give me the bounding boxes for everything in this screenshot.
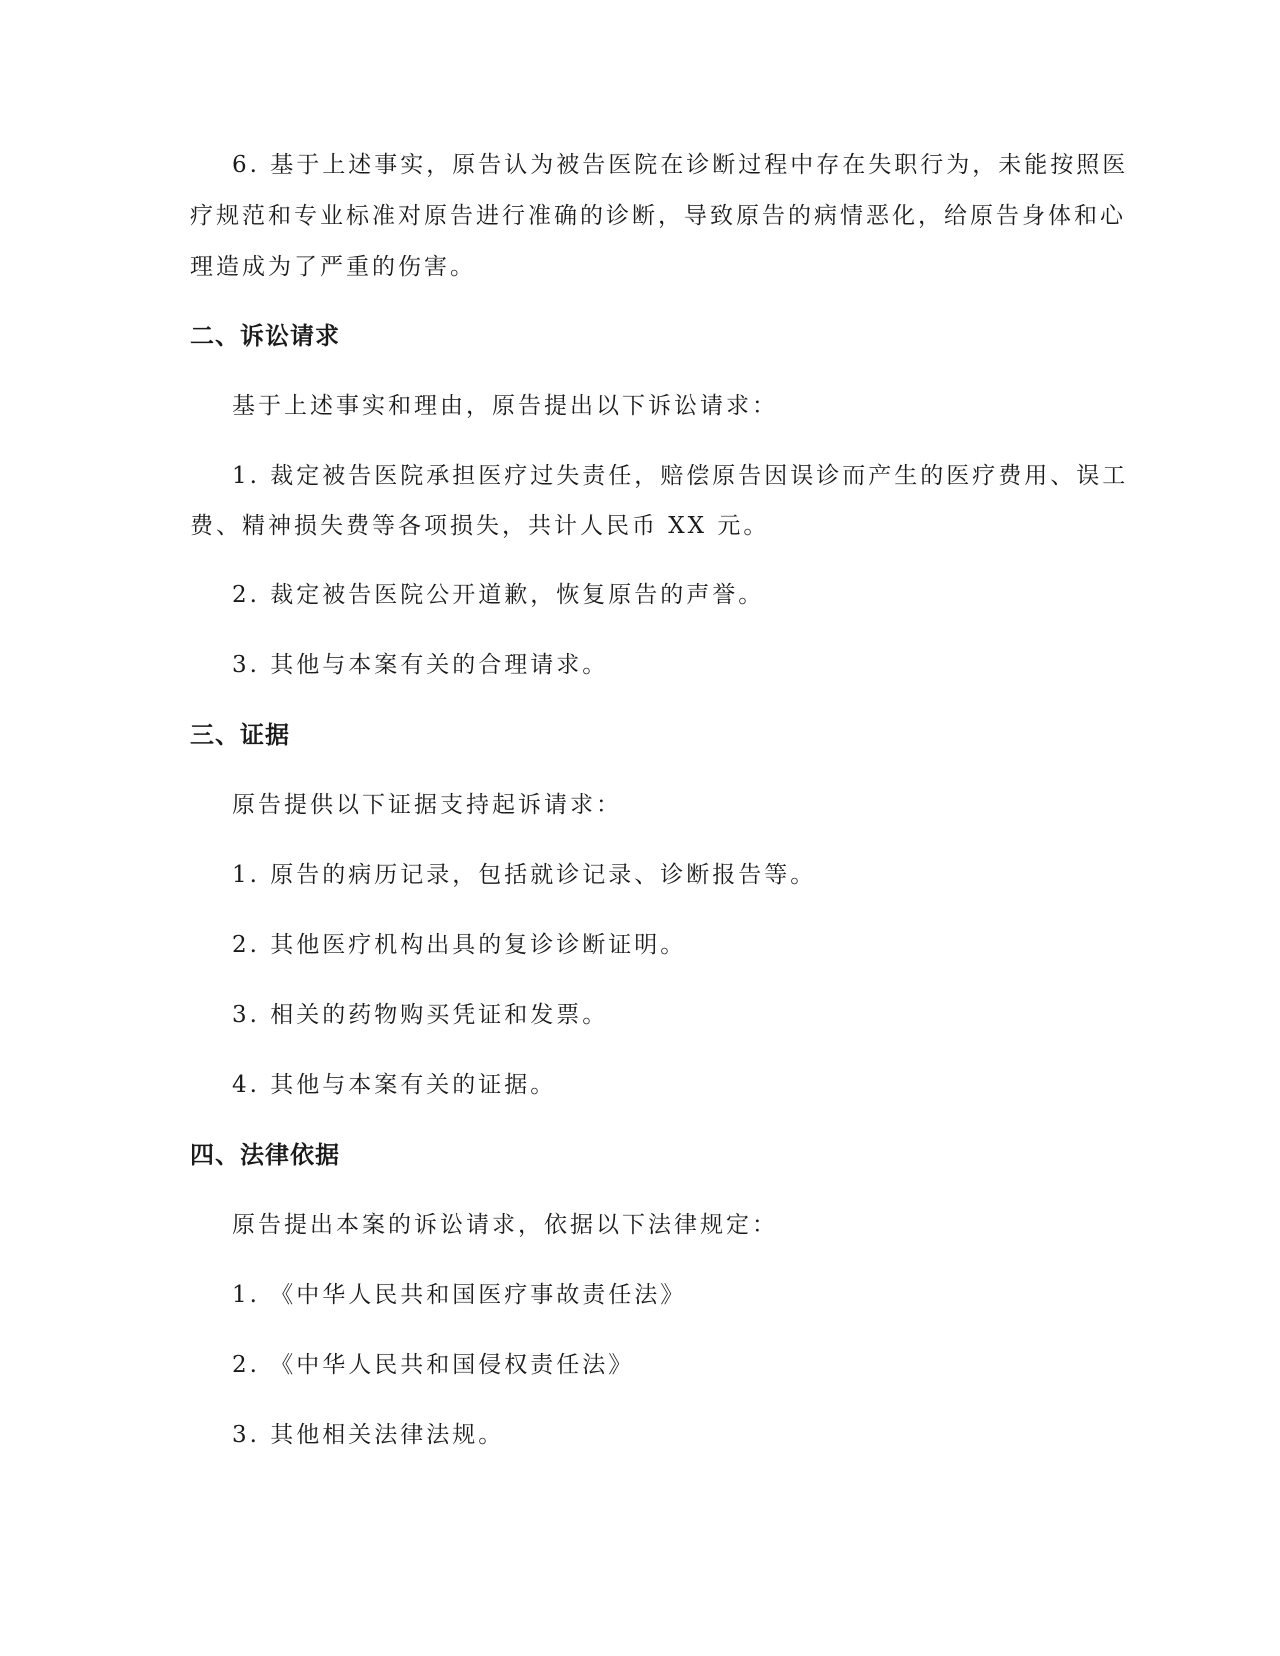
request-item3: 3. 其他与本案有关的合理请求。: [232, 652, 609, 678]
heading-evidence: 三、证据: [190, 721, 290, 749]
paragraph-item6-line3: 理造成为了严重的伤害。: [190, 254, 476, 280]
request-item2: 2. 裁定被告医院公开道歉，恢复原告的声誉。: [232, 582, 765, 608]
evidence-item1: 1. 原告的病历记录，包括就诊记录、诊断报告等。: [232, 862, 817, 888]
request-item1-line1: 1. 裁定被告医院承担医疗过失责任，赔偿原告因误诊而产生的医疗费用、误工: [232, 463, 1129, 489]
paragraph-requests-intro: 基于上述事实和理由，原告提出以下诉讼请求：: [232, 393, 778, 419]
legal-item1: 1. 《中华人民共和国医疗事故责任法》: [232, 1282, 687, 1308]
paragraph-item6-line1: 6. 基于上述事实，原告认为被告医院在诊断过程中存在失职行为，未能按照医: [232, 152, 1129, 178]
request-item1-line2: 费、精神损失费等各项损失，共计人民币 XX 元。: [190, 513, 770, 539]
heading-litigation-requests: 二、诉讼请求: [190, 322, 340, 350]
evidence-item4: 4. 其他与本案有关的证据。: [232, 1072, 557, 1098]
paragraph-legal-intro: 原告提出本案的诉讼请求，依据以下法律规定：: [232, 1212, 778, 1238]
evidence-item3: 3. 相关的药物购买凭证和发票。: [232, 1002, 609, 1028]
evidence-item2: 2. 其他医疗机构出具的复诊诊断证明。: [232, 932, 687, 958]
paragraph-evidence-intro: 原告提供以下证据支持起诉请求：: [232, 792, 622, 818]
paragraph-item6-line2: 疗规范和专业标准对原告进行准确的诊断，导致原告的病情恶化，给原告身体和心: [190, 203, 1126, 229]
legal-item2: 2. 《中华人民共和国侵权责任法》: [232, 1352, 635, 1378]
legal-item3: 3. 其他相关法律法规。: [232, 1422, 505, 1448]
heading-legal-basis: 四、法律依据: [190, 1141, 340, 1169]
